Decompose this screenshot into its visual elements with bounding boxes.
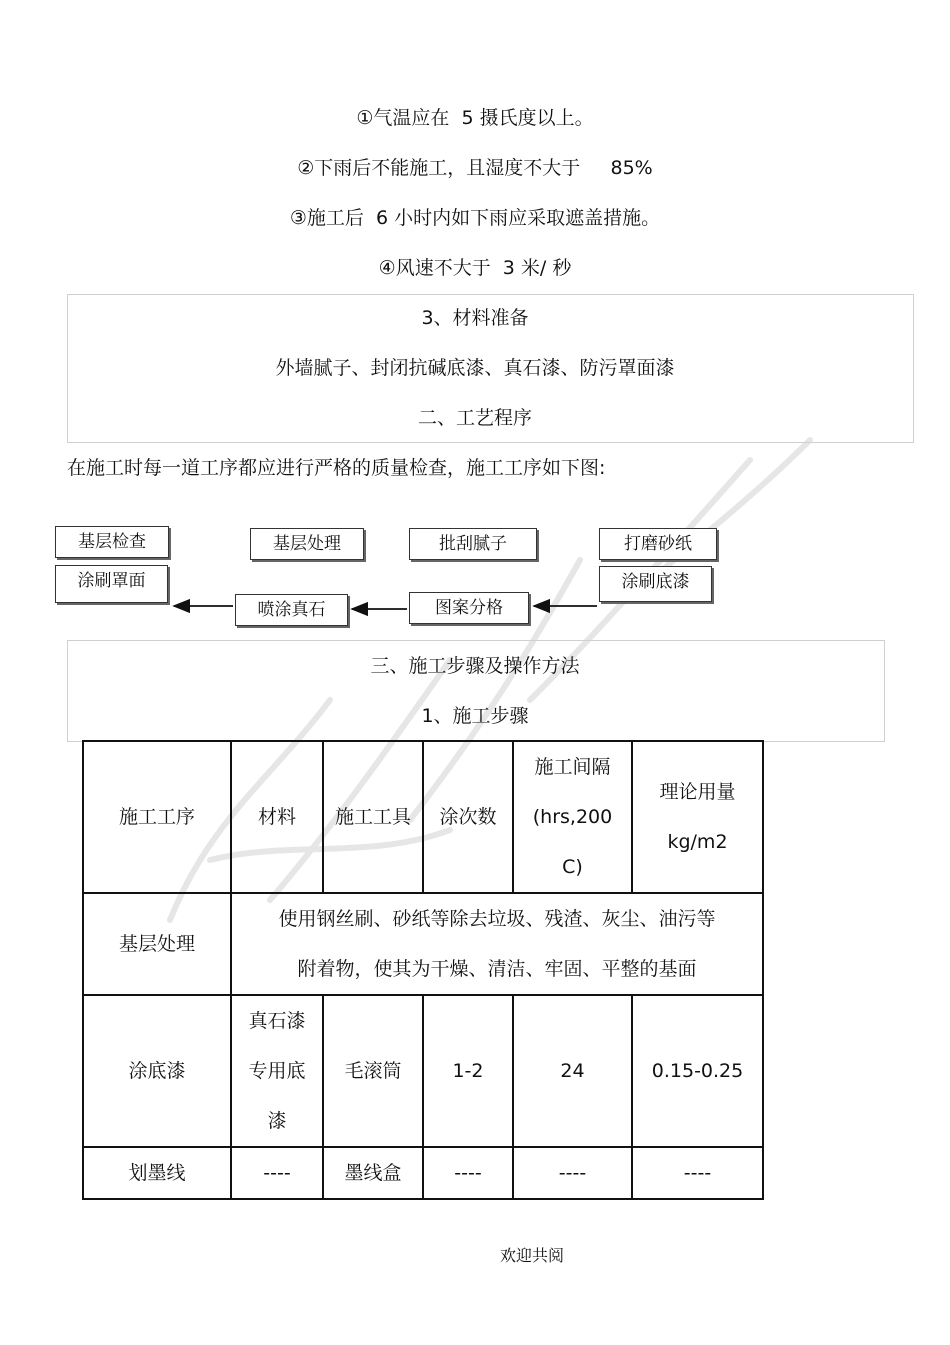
condition-humidity: ②下雨后不能施工，且湿度不大于 85% <box>297 157 653 179</box>
steps-table <box>82 740 764 1200</box>
condition-wind: ④风速不大于 3 米/ 秒 <box>378 257 572 279</box>
row2-material <box>231 995 323 1147</box>
row3-interval: ---- <box>513 1147 632 1199</box>
process-intro: 在施工时每一道工序都应进行严格的质量检查，施工工序如下图: <box>67 457 606 479</box>
table-row <box>83 995 763 1147</box>
header-tool: 施工工具 <box>323 741 423 893</box>
flow-box-primer: 涂刷底漆 <box>599 566 712 602</box>
row2-material-line2: 专用底 <box>248 1060 306 1082</box>
steps-subheading: 1、施工步骤 <box>421 705 529 727</box>
row2-interval: 24 <box>513 995 632 1147</box>
row2-tool: 毛滚筒 <box>323 995 423 1147</box>
materials-text: 外墙腻子、封闭抗碱底漆、真石漆、防污罩面漆 <box>275 357 675 379</box>
materials-heading: 3、材料准备 <box>421 307 529 329</box>
header-usage-line1: 理论用量 <box>659 781 736 803</box>
header-interval-line3: C) <box>562 856 583 878</box>
row3-material: ---- <box>231 1147 323 1199</box>
flow-box-topcoat: 涂刷罩面 <box>55 565 168 603</box>
table-row <box>83 893 763 995</box>
flow-box-inspect-base: 基层检查 <box>55 526 169 558</box>
header-step: 施工工序 <box>83 741 231 893</box>
row1-description-line2: 附着物，使其为干燥、清洁、牢固、平整的基面 <box>297 958 697 980</box>
process-heading: 二、工艺程序 <box>417 407 532 429</box>
header-usage <box>632 741 763 893</box>
row2-material-line1: 真石漆 <box>248 1010 306 1032</box>
steps-heading: 三、施工步骤及操作方法 <box>370 655 580 677</box>
header-material: 材料 <box>231 741 323 893</box>
header-interval-line1: 施工间隔 <box>534 756 611 778</box>
row2-usage: 0.15-0.25 <box>632 995 763 1147</box>
row1-description-line1: 使用钢丝刷、砂纸等除去垃圾、残渣、灰尘、油污等 <box>278 908 716 930</box>
header-interval-line2: (hrs,200 <box>532 806 613 828</box>
row3-coats: ---- <box>423 1147 513 1199</box>
row2-material-line3: 漆 <box>267 1110 287 1132</box>
row3-tool: 墨线盒 <box>323 1147 423 1199</box>
row1-step: 基层处理 <box>83 893 231 995</box>
header-coats: 涂次数 <box>423 741 513 893</box>
row1-description <box>231 893 763 995</box>
row2-step: 涂底漆 <box>83 995 231 1147</box>
header-interval <box>513 741 632 893</box>
table-header-row <box>83 741 763 893</box>
condition-temperature: ①气温应在 5 摄氏度以上。 <box>356 107 594 129</box>
flow-box-spray-stone: 喷涂真石 <box>235 594 348 626</box>
flow-box-treat-base: 基层处理 <box>250 528 364 560</box>
table-row <box>83 1147 763 1199</box>
header-usage-line2: kg/m2 <box>667 831 728 853</box>
row3-step: 划墨线 <box>83 1147 231 1199</box>
flow-box-pattern: 图案分格 <box>409 592 529 624</box>
condition-rain: ③施工后 6 小时内如下雨应采取遮盖措施。 <box>289 207 661 229</box>
flow-box-sanding: 打磨砂纸 <box>599 528 717 560</box>
row3-usage: ---- <box>632 1147 763 1199</box>
footer-text: 欢迎共阅 <box>500 1246 565 1265</box>
flow-box-putty: 批刮腻子 <box>409 528 537 560</box>
row2-coats: 1-2 <box>423 995 513 1147</box>
